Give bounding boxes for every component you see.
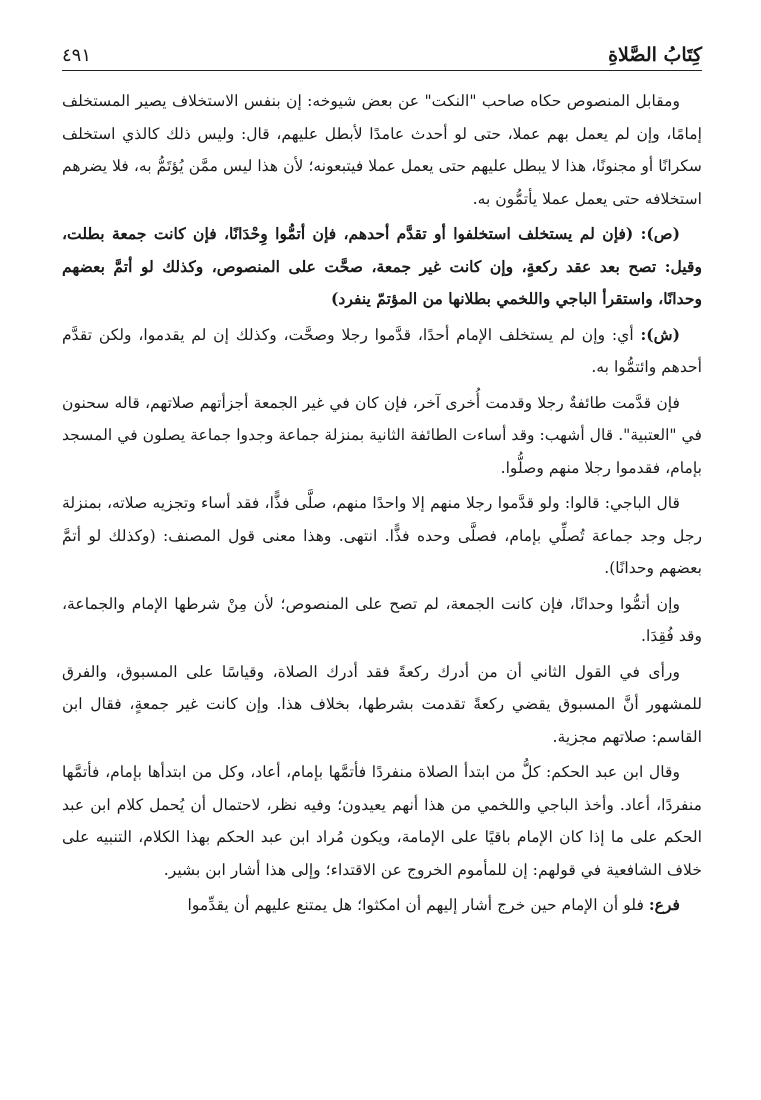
paragraph-text: فإن قدَّمت طائفةٌ رجلا وقدمت أُخرى آخر، فإن كان في غير الجمعة أجزأتهم صلاتهم، قاله سحنون في "العتبية". قال أشهب: وقد أساءت الطائفة الثانية بمنزلة جماعة وجدوا جماعة يصلون في المسجد بإمام، فقدموا رجلا منهم وصلُّوا. <box>62 393 702 477</box>
paragraph-text: (فإن لم يستخلف استخلفوا أو تقدَّم أحدهم، فإن أتمُّوا وِحْدَانًا، فإن كانت جمعة بطلت، وقيل: تصح بعد عقد ركعةٍ، وإن كانت غير جمعة، صحَّت على المنصوص، وكذلك لو أتمَّ بعضهم وحدانًا، واستقرأ الباجي واللخمي بطلانها من المؤتمّ ينفرد) <box>62 224 702 308</box>
paragraph-text: ومقابل المنصوص حكاه صاحب "النكت" عن بعض شيوخه: إن بنفس الاستخلاف يصير المستخلف إمامًا، وإن لم يعمل بهم عملا، حتى لو أحدث عامدًا لأبطل عليهم، قال: وليس ذلك كالذي استخلف سكرانًا أو مجنونًا، هذا لا يبطل عليهم حتى يعمل عملا فيتبعونه؛ لأن هذا ليس ممَّن يُؤتَمُّ به، فلا يضرهم استخلافه حتى يعمل عملا يأتمُّون به. <box>62 92 702 208</box>
page-header <box>62 36 702 71</box>
page-number: ٤٩١ <box>62 45 92 66</box>
matn-marker: (ص): <box>640 224 680 243</box>
sharh-marker: (ش): <box>640 324 680 344</box>
matn-paragraph <box>62 218 702 316</box>
paragraph-text: وإن أتمُّوا وحدانًا، فإن كانت الجمعة، لم تصح على المنصوص؛ لأن مِنْ شرطها الإمام والجماعة، وقد فُقِدَا. <box>62 594 702 645</box>
book-page <box>62 36 702 1076</box>
paragraph-text: أي: وإن لم يستخلف الإمام أحدًا، قدَّموا رجلا وصحَّت، وكذلك إن لم يقدموا، ولكن تقدَّم أحدهم وائتمُّوا به. <box>62 325 702 376</box>
running-title: كِتَابُ الصَّلاةِ <box>608 44 702 66</box>
branch-term: فرع: <box>648 895 680 914</box>
paragraph <box>62 756 702 886</box>
paragraph <box>62 85 702 215</box>
sharh-paragraph <box>62 319 702 384</box>
paragraph <box>62 387 702 485</box>
paragraph <box>62 588 702 653</box>
paragraph <box>62 487 702 585</box>
paragraph <box>62 656 702 754</box>
paragraph-text: ورأى في القول الثاني أن من أدرك ركعةً فقد أدرك الصلاة، وقياسًا على المسبوق، والفرق للمشهور أنَّ المسبوق يقضي ركعةً تقدمت بشرطها، بخلاف هذا. وإن كانت غير جمعةٍ، فقال ابن القاسم: صلاتهم مجزية. <box>62 662 702 746</box>
paragraph-text: قال الباجي: قالوا: ولو قدَّموا رجلا منهم إلا واحدًا منهم، صلَّى فذًّا، فقد أساء وتجزيه صلاته، بمنزلة رجل وجد جماعة تُصلِّي بإمام، فصلَّى وحده فذًّا. انتهى. وهذا معنى قول المصنف: (وكذلك لو أتمَّ بعضهم وحدانًا). <box>62 494 702 577</box>
paragraph-text: فلو أن الإمام حين خرج أشار إليهم أن امكثوا؛ هل يمتنع عليهم أن يقدِّموا <box>187 896 644 914</box>
branch-paragraph <box>62 889 702 922</box>
page-body <box>62 85 702 922</box>
paragraph-text: وقال ابن عبد الحكم: كلُّ من ابتدأ الصلاة منفردًا فأتمَّها بإمام، أعاد، وكل من ابتدأها بإمام، فأتمَّها منفردًا، أعاد. وأخذ الباجي واللخمي من هذا أنهم يعيدون؛ وفيه نظر، لاحتمال أن يُحمل كلام ابن عبد الحكم على ما إذا كان الإمام باقيًا على الإمامة، ويكون مُراد ابن عبد الحكم بهذا الكلام، التنبيه على خلاف الشافعية في قولهم: إن للمأموم الخروج عن الاقتداء؛ وإلى هذا أشار ابن بشير. <box>62 763 702 879</box>
